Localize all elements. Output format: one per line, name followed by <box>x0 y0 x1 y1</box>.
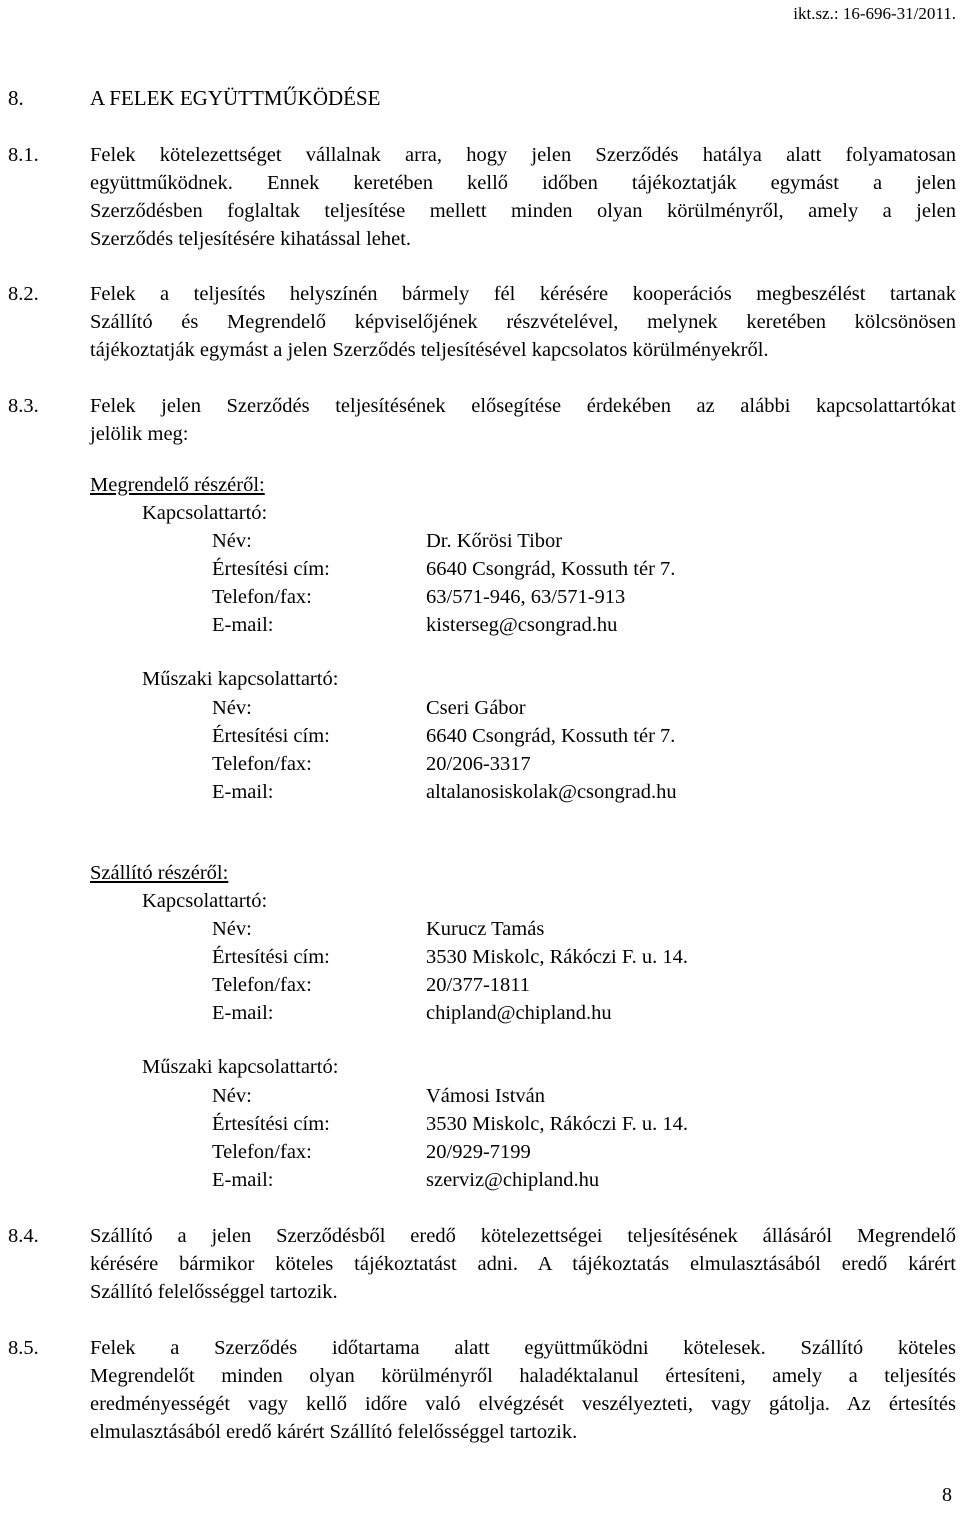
customer-contact-address: 6640 Csongrád, Kossuth tér 7. <box>426 558 676 580</box>
email-label: E-mail: <box>212 1169 274 1191</box>
paragraph-line: Felek a teljesítés helyszínén bármely fél kérésére kooperációs megbeszélést tartanak <box>90 283 956 305</box>
supplier-tech-address-row <box>212 1113 688 1136</box>
phone-label: Telefon/fax: <box>212 753 312 775</box>
paragraph-line: Felek jelen Szerződés teljesítésének elősegítése érdekében az alábbi kapcsolattartókat <box>90 395 956 417</box>
supplier-tech-phone-row <box>212 1141 531 1164</box>
customer-contact-name: Dr. Kőrösi Tibor <box>426 530 563 552</box>
paragraph-line: Megrendelőt minden olyan körülményről haladéktalanul értesíteni, amely a teljesítés <box>90 1365 956 1387</box>
paragraph-line: Szállító és Megrendelő képviselőjének részvételével, melynek keretében kölcsönösen <box>90 311 956 333</box>
customer-contact-phone: 63/571-946, 63/571-913 <box>426 586 626 608</box>
paragraph-number: 8.5. <box>8 1337 39 1359</box>
supplier-contact-address-row <box>212 946 688 969</box>
email-label: E-mail: <box>212 1002 274 1024</box>
supplier-contact-address: 3530 Miskolc, Rákóczi F. u. 14. <box>426 946 688 968</box>
paragraph-line: együttműködnek. Ennek keretében kellő időben tájékoztatják egymást a jelen <box>90 172 956 194</box>
phone-label: Telefon/fax: <box>212 974 312 996</box>
name-label: Név: <box>212 918 252 940</box>
paragraph-8-4 <box>8 1222 956 1306</box>
supplier-contact-heading: Kapcsolattartó: <box>142 890 268 912</box>
supplier-tech-email: szerviz@chipland.hu <box>426 1169 600 1191</box>
paragraph-number: 8.4. <box>8 1225 39 1247</box>
customer-contact-email-row <box>212 614 618 637</box>
customer-contact-heading: Kapcsolattartó: <box>142 502 268 524</box>
address-label: Értesítési cím: <box>212 946 330 968</box>
page-number: 8 <box>942 1484 952 1506</box>
supplier-tech-address: 3530 Miskolc, Rákóczi F. u. 14. <box>426 1113 688 1135</box>
name-label: Név: <box>212 697 252 719</box>
supplier-contact-email-row <box>212 1002 612 1025</box>
section-heading <box>8 86 380 111</box>
paragraph-line: elmulasztásából eredő kárért Szállító felelősséggel tartozik. <box>90 1421 578 1443</box>
paragraph-8-2 <box>8 280 956 364</box>
supplier-tech-name-row <box>212 1085 545 1108</box>
supplier-contact-email: chipland@chipland.hu <box>426 1002 612 1024</box>
section-number: 8. <box>8 86 24 110</box>
customer-tech-name-row <box>212 697 526 720</box>
customer-contact-email: kisterseg@csongrad.hu <box>426 614 618 636</box>
paragraph-number: 8.3. <box>8 395 39 417</box>
paragraph-line: Szerződés teljesítésére kihatással lehet. <box>90 228 412 250</box>
section-title: A FELEK EGYÜTTMŰKÖDÉSE <box>90 86 381 110</box>
supplier-contact-phone: 20/377-1811 <box>426 974 531 996</box>
paragraph-line: jelölik meg: <box>90 423 189 445</box>
supplier-contact-name: Kurucz Tamás <box>426 918 545 940</box>
supplier-contact-name-row <box>212 918 545 941</box>
paragraph-line: Szerződésben foglaltak teljesítése mellett minden olyan körülményről, amely a jelen <box>90 200 956 222</box>
customer-tech-name: Cseri Gábor <box>426 697 526 719</box>
name-label: Név: <box>212 530 252 552</box>
supplier-tech-email-row <box>212 1169 600 1192</box>
customer-tech-heading: Műszaki kapcsolattartó: <box>142 668 339 690</box>
address-label: Értesítési cím: <box>212 1113 330 1135</box>
name-label: Név: <box>212 1085 252 1107</box>
customer-contact-phone-row <box>212 586 626 609</box>
customer-tech-phone: 20/206-3317 <box>426 753 531 775</box>
address-label: Értesítési cím: <box>212 725 330 747</box>
supplier-tech-heading: Műszaki kapcsolattartó: <box>142 1056 339 1078</box>
paragraph-line: eredményességét vagy kellő időre való elvégzését veszélyezteti, vagy gátolja. Az értesítés <box>90 1393 956 1415</box>
document-reference: ikt.sz.: 16-696-31/2011. <box>793 4 956 23</box>
paragraph-line: Szállító felelősséggel tartozik. <box>90 1281 338 1303</box>
paragraph-8-5 <box>8 1334 956 1446</box>
paragraph-line: tájékoztatják egymást a jelen Szerződés teljesítésével kapcsolatos körülményekről. <box>90 339 769 361</box>
customer-tech-email: altalanosiskolak@csongrad.hu <box>426 781 677 803</box>
paragraph-8-3 <box>8 392 956 448</box>
phone-label: Telefon/fax: <box>212 1141 312 1163</box>
email-label: E-mail: <box>212 614 274 636</box>
paragraph-line: kérésére bármikor köteles tájékoztatást adni. A tájékoztatás elmulasztásából eredő kárért <box>90 1253 956 1275</box>
customer-contact-name-row <box>212 530 563 553</box>
customer-tech-address: 6640 Csongrád, Kossuth tér 7. <box>426 725 676 747</box>
paragraph-line: Felek a Szerződés időtartama alatt együttműködni kötelesek. Szállító köteles <box>90 1337 956 1359</box>
customer-heading: Megrendelő részéről: <box>90 474 265 496</box>
supplier-contact-phone-row <box>212 974 531 997</box>
phone-label: Telefon/fax: <box>212 586 312 608</box>
customer-tech-email-row <box>212 781 677 804</box>
supplier-heading: Szállító részéről: <box>90 862 229 884</box>
supplier-tech-phone: 20/929-7199 <box>426 1141 531 1163</box>
customer-tech-phone-row <box>212 753 531 776</box>
email-label: E-mail: <box>212 781 274 803</box>
customer-contact-address-row <box>212 558 676 581</box>
paragraph-number: 8.1. <box>8 144 39 166</box>
paragraph-8-1 <box>8 141 956 253</box>
paragraph-line: Szállító a jelen Szerződésből eredő kötelezettségei teljesítésének állásáról Megrendelő <box>90 1225 956 1247</box>
paragraph-number: 8.2. <box>8 283 39 305</box>
address-label: Értesítési cím: <box>212 558 330 580</box>
paragraph-line: Felek kötelezettséget vállalnak arra, hogy jelen Szerződés hatálya alatt folyamatosan <box>90 144 956 166</box>
supplier-tech-name: Vámosi István <box>426 1085 545 1107</box>
customer-tech-address-row <box>212 725 676 748</box>
